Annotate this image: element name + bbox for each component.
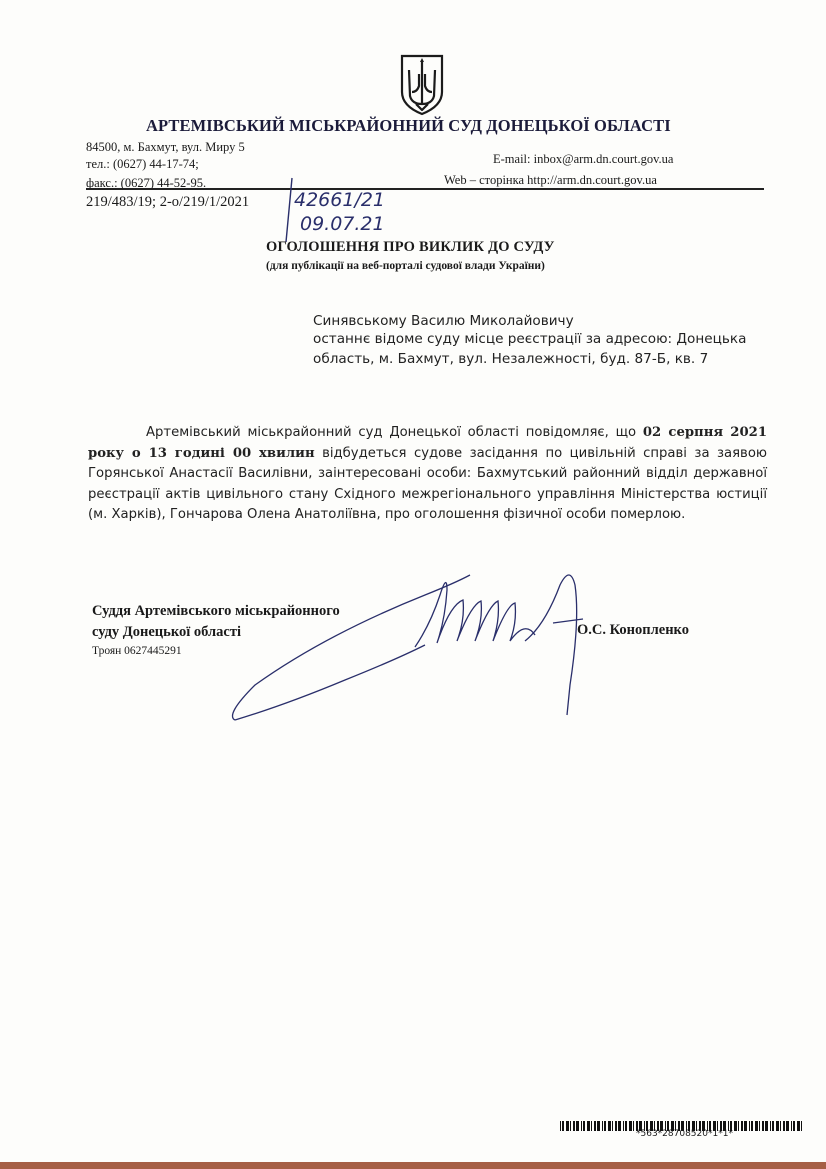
court-phone: тел.: (0627) 44-17-74; [86, 157, 199, 171]
court-address: 84500, м. Бахмут, вул. Миру 5 [86, 140, 245, 154]
body-intro: Артемівський міськрайонний суд Донецької області повідомляє, що [146, 425, 643, 440]
coat-of-arms-icon [398, 52, 446, 116]
recipient-address-line1: останнє відоме суду місце реєстрації за адресою: Донецька [313, 331, 747, 347]
contact-person: Троян 0627445291 [92, 645, 182, 657]
court-website: Web – сторінка http://arm.dn.court.gov.ua [444, 173, 657, 187]
court-email: E-mail: inbox@arm.dn.court.gov.ua [493, 152, 674, 166]
handwritten-number: 42661/21 [294, 189, 386, 211]
judge-position-line1: Суддя Артемівського міськрайонного [92, 603, 340, 619]
notice-body [88, 423, 767, 526]
court-fax: факс.: (0627) 44-52-95. [86, 176, 207, 190]
recipient-name: Синявському Василю Миколайовичу [313, 313, 574, 329]
judge-name: О.С. Конопленко [577, 622, 689, 638]
handwritten-registration-note [278, 176, 398, 246]
handwritten-date: 09.07.21 [300, 213, 385, 235]
body-details: відбудеться судове засідання по цивільній справі за заявою Горянської Анастасії Василівни, заінтересовані особи: Бахмутський районний відділ державної реєстрації актів цивільного стану Східного межрегіонального управління Міністерства юстиції (м. Харків), Гончарова Олена Анатоліївна, про оголошення фізичної особи померлою. [88, 445, 767, 522]
case-number: 219/483/19; 2-о/219/1/2021 [86, 194, 250, 210]
page-edge [0, 1162, 826, 1169]
court-name: АРТЕМІВСЬКИЙ МІСЬКРАЙОННИЙ СУД ДОНЕЦЬКОЇ ОБЛАСТІ [146, 116, 671, 135]
recipient-address-line2: область, м. Бахмут, вул. Незалежності, буд. 87-Б, кв. 7 [313, 351, 709, 367]
barcode-number: *563*28708520*1*1* [636, 1129, 733, 1139]
header-divider [86, 188, 764, 190]
judge-position-line2: суду Донецької області [92, 624, 242, 640]
notice-subtitle: (для публікації на веб-порталі судової влади України) [266, 260, 545, 272]
notice-title: ОГОЛОШЕННЯ ПРО ВИКЛИК ДО СУДУ [266, 239, 555, 255]
hearing-datetime: 02 серпня 2021 року о 13 годині 00 хвилин [88, 425, 767, 461]
judge-signature [225, 565, 615, 730]
